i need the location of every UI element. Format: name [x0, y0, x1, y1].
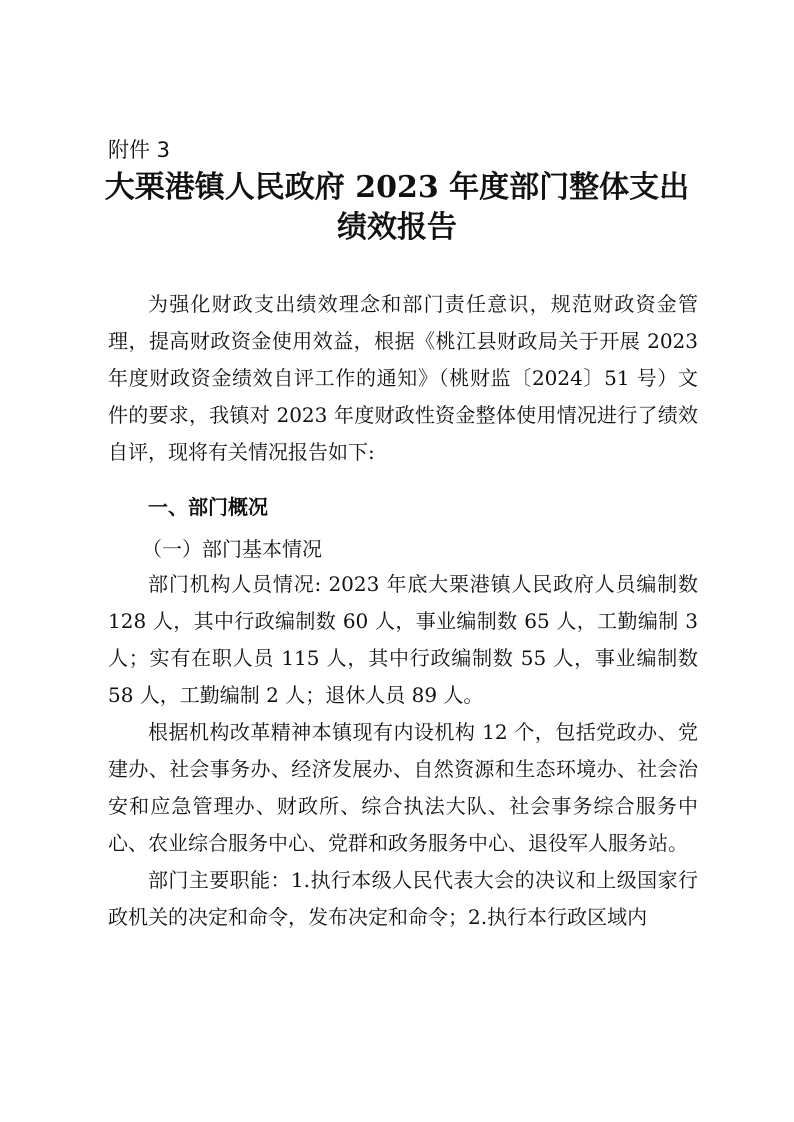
intro-paragraph: 为强化财政支出绩效理念和部门责任意识，规范财政资金管理，提高财政资金使用效益，根据《桃江县财政局关于开展 2023 年度财政资金绩效自评工作的通知》（桃财监〔2024〕51 号）文件的要求，我镇对 2023 年度财政性资金整体使用情况进行了绩效自评，现将有关情况报告如下: [108, 292, 698, 464]
subsection-heading-basic-info: （一）部门基本情况 [142, 537, 322, 561]
intro-block [108, 286, 698, 471]
document-title [96, 168, 698, 248]
institutions-paragraph: 根据机构改革精神本镇现有内设机构 12 个，包括党政办、党建办、社会事务办、经济发展办、自然资源和生态环境办、社会治安和应急管理办、财政所、综合执法大队、社会事务综合服务中心、农业综合服务中心、党群和政务服务中心、退役军人服务站。 [108, 720, 698, 855]
section-heading-overview: 一、部门概况 [148, 495, 268, 519]
functions-paragraph: 部门主要职能：1.执行本级人民代表大会的决议和上级国家行政机关的决定和命令，发布决定和命令；2.执行本行政区域内 [108, 868, 698, 929]
title-line-1: 大栗港镇人民政府 2023 年度部门整体支出 [104, 170, 690, 205]
staff-paragraph: 部门机构人员情况: 2023 年底大栗港镇人民政府人员编制数 128 人，其中行政编制数 60 人，事业编制数 65 人，工勤编制 3 人；实有在职人员 115 人，其中行政编制数 55 人，事业编制数 58 人，工勤编制 2 人；退休人员 89 人。 [108, 572, 698, 707]
body-block [108, 566, 698, 936]
attachment-label: 附件 3 [108, 138, 171, 162]
title-line-2: 绩效报告 [337, 210, 457, 245]
